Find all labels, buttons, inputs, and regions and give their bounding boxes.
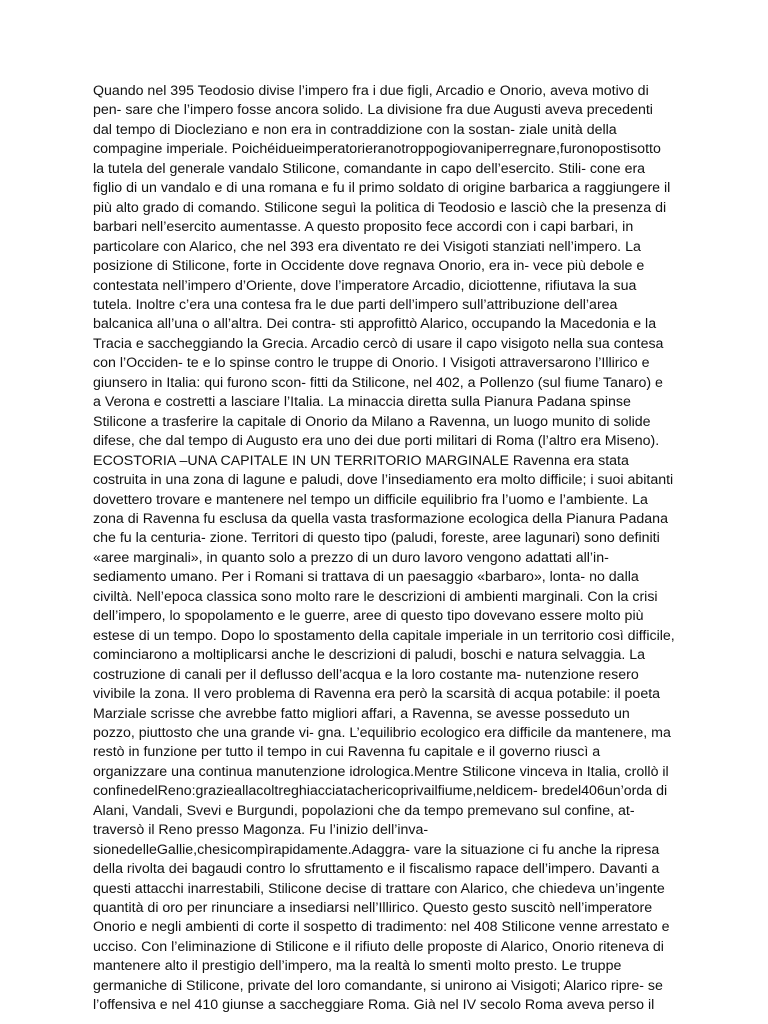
text-line: a Verona e costretti a lasciare l’Italia. La minaccia diretta sulla Pianura Padana spinse [93,394,631,411]
text-line: zona di Ravenna fu esclusa da quella vasta trasformazione ecologica della Pianura Padana [93,510,668,527]
text-line: civiltà. Nell’epoca classica sono molto rare le descrizioni di ambienti marginali. Con la crisi [93,588,658,605]
text-line: «aree marginali», in quanto solo a prezzo di un duro lavoro vengono adattati all’in- [93,549,609,566]
text-line: ucciso. Con l’eliminazione di Stilicone e il rifiuto delle proposte di Alarico, Onorio riteneva di [93,938,664,955]
text-line: tutela. Inoltre c’era una contesa fra le due parti dell’impero sull’attribuzione dell’area [93,296,618,313]
text-line: ECOSTORIA –UNA CAPITALE IN UN TERRITORIO MARGINALE Ravenna era stata [93,452,629,469]
text-line: dell’impero, lo spopolamento e le guerre, aree di questo tipo dovevano essere molto più [93,608,644,625]
text-line: quantità di oro per rinunciare a insediarsi nell’Illirico. Questo gesto suscitò nell’imperatore [93,900,653,917]
text-line: posizione di Stilicone, forte in Occidente dove regnava Onorio, era in- vece più debole e [93,258,645,275]
text-line: Stilicone a trasferire la capitale di Onorio da Milano a Ravenna, un luogo munito di solide [93,413,651,430]
text-line: vivibile la zona. Il vero problema di Ravenna era però la scarsità di acqua potabile: il poeta [93,686,661,703]
text-line: balcanica all’una o all’altra. Dei contra- sti approfittò Alarico, occupando la Macedonia e la [93,316,657,333]
text-line: pen- sare che l’impero fosse ancora solido. La divisione fra due Augusti aveva precedenti [93,102,653,119]
text-line: che fu la centuria- zione. Territori di questo tipo (paludi, foreste, aree lagunari) sono definiti [93,530,660,547]
text-line: con l’Occiden- te e lo spinse contro le truppe di Onorio. I Visigoti attraversarono l’Illirico e [93,355,650,372]
text-line: germaniche di Stilicone, private del loro comandante, si unirono ai Visigoti; Alarico ripre- se [93,977,663,994]
text-line: Marziale scrisse che avrebbe fatto migliori affari, a Ravenna, se avesse posseduto un [93,705,630,722]
text-line: costruzione di canali per il deflusso dell’acqua e la loro costante ma- nutenzione resero [93,666,639,683]
text-line: organizzare una continua manutenzione idrologica.Mentre Stilicone vinceva in Italia, crollò il [93,763,669,780]
text-line: Alani, Vandali, Svevi e Burgundi, popolazioni che da tempo premevano sul confine, at- [93,802,635,819]
text-line: mantenere alto il prestigio dell’impero, ma la realtà lo smentì molto presto. Le truppe [93,958,622,975]
text-line: sediamento umano. Per i Romani si trattava di un paesaggio «barbaro», lonta- no dalla [93,569,639,586]
text-line: dal tempo di Diocleziano e non era in contraddizione con la sostan- ziale unità della [93,121,617,138]
text-line: l’offensiva e nel 410 giunse a saccheggiare Roma. Già nel IV secolo Roma aveva perso il [93,997,655,1014]
text-line: barbari nell’esercito aumentasse. A questo proposito fece accordi con i capi barbari, in [93,219,634,236]
text-line: traversò il Reno presso Magonza. Fu l’inizio dell’inva- [93,822,429,839]
text-line: della rivolta dei bagaudi contro lo sfruttamento e il fiscalismo rapace dell’impero. Davanti a [93,861,660,878]
body-text [93,82,673,1016]
text-line: restò in funzione per tutto il tempo in cui Ravenna fu capitale e il governo riuscì a [93,744,601,761]
text-line: difese, che dal tempo di Augusto era uno dei due porti militari di Roma (l’altro era Miseno). [93,433,660,450]
text-line: Quando nel 395 Teodosio divise l’impero fra i due figli, Arcadio e Onorio, aveva motivo di [93,83,649,99]
text-line: più alto grado di comando. Stilicone seguì la politica di Teodosio e lasciò che la presenza di [93,199,667,216]
text-line: Onorio e negli ambienti di corte il sospetto di tradimento: nel 408 Stilicone venne arrestato e [93,919,670,936]
text-line: questi attacchi inarrestabili, Stilicone decise di trattare con Alarico, che chiedeva un’ingente [93,880,665,897]
text-line: dovettero trovare e mantenere nel tempo un difficile equilibrio fra l’uomo e l’ambiente. La [93,491,648,508]
text-line: Tracia e saccheggiando la Grecia. Arcadio cercò di usare il capo visigoto nella sua contesa [93,335,664,352]
text-line: giunsero in Italia: qui furono scon- fitti da Stilicone, nel 402, a Pollenzo (sul fiume Tanaro) e [93,374,663,391]
text-line: particolare con Alarico, che nel 393 era diventato re dei Visigoti stanziati nell’impero. La [93,238,641,255]
text-line: cominciarono a moltiplicarsi anche le descrizioni di paludi, boschi e natura selvaggia. La [93,647,646,664]
text-line: figlio di un vandalo e di una romana e fu il primo soldato di origine barbarica a raggiungere il [93,180,671,197]
text-line: la tutela del generale vandalo Stilicone, comandante in capo dell’esercito. Stili- cone era [93,160,646,177]
text-line: estese di un tempo. Dopo lo spostamento della capitale imperiale in un territorio così difficile, [93,627,675,644]
text-line: compagine imperiale. Poichéidueimperatorieranotroppogiovaniperregnare,furonopostisotto [93,141,661,158]
text-line: confinedelReno:grazieallacoltreghiacciatachericoprivailfiume,neldicem- bredel406un’orda di [93,783,668,800]
text-line: sionedelleGallie,chesicompìrapidamente.Adaggra- vare la situazione ci fu anche la ripresa [93,841,660,858]
text-line: costruita in una zona di lagune e paludi, dove l’insediamento era molto difficile; i suoi abitanti [93,472,674,489]
text-line: pozzo, piuttosto che una grande vi- gna. L’equilibrio ecologico era difficile da mantenere, ma [93,724,671,741]
text-line: contestata nell’impero d’Oriente, dove l’imperatore Arcadio, diciottenne, rifiutava la sua [93,277,637,294]
